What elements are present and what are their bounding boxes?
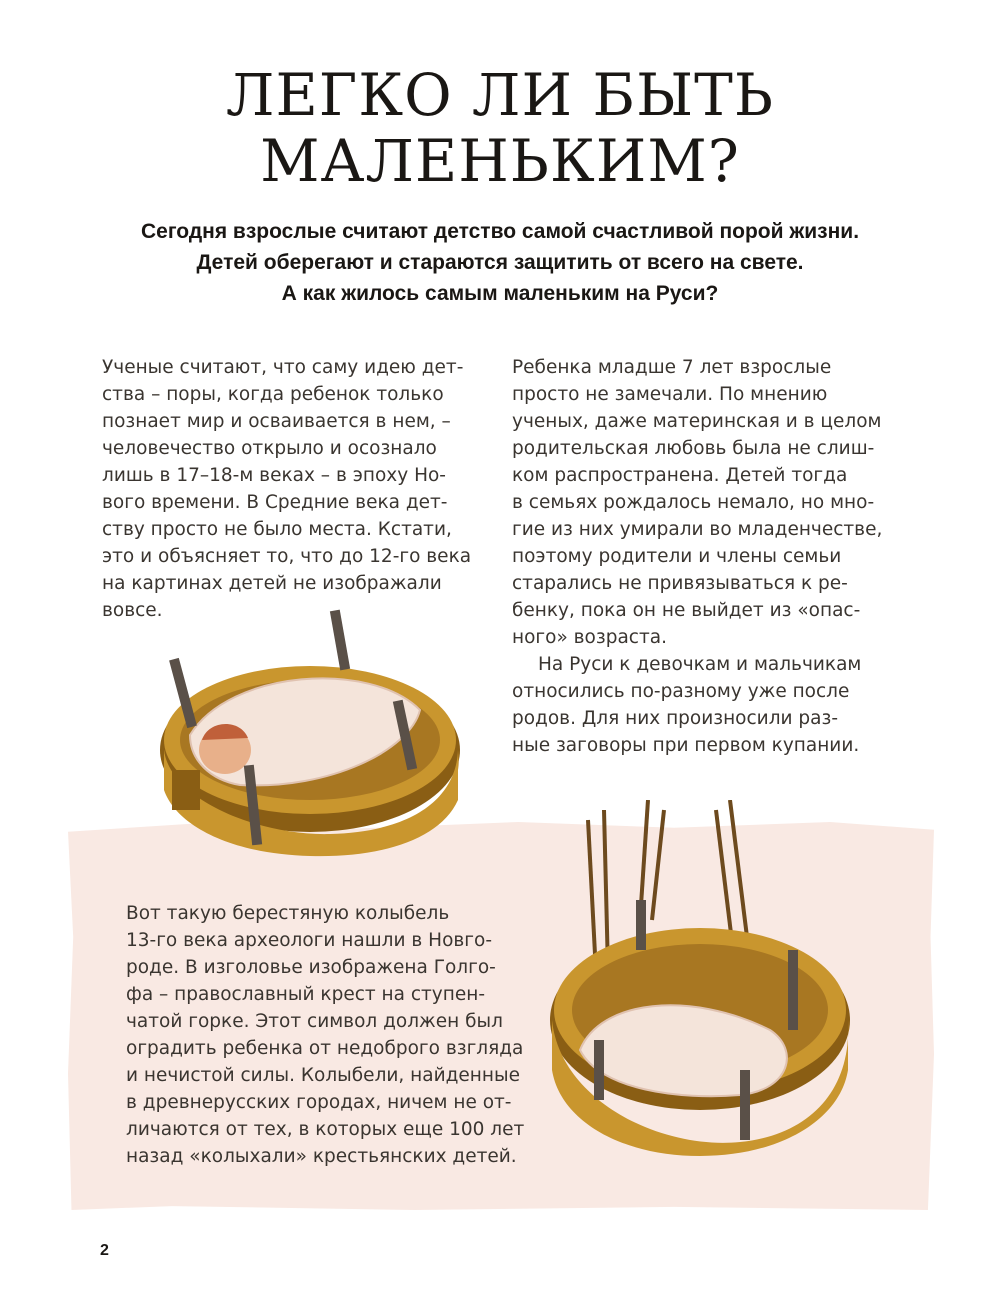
text-line: ученых, даже материнская и в целом [512, 411, 882, 432]
title-line-1: ЛЕГКО ЛИ БЫТЬ [226, 61, 774, 129]
text-line: вого времени. В Средние века дет- [102, 492, 448, 513]
text-line: лишь в 17–18-м веках – в эпоху Но- [102, 465, 446, 486]
text-line: ком распространена. Детей тогда [512, 465, 848, 486]
text-line: в древнерусских городах, ничем не от- [126, 1092, 512, 1113]
text-line: Ученые считают, что саму идею дет- [102, 357, 464, 378]
text-line: старались не привязываться к ре- [512, 573, 848, 594]
text-line: оградить ребенка от недоброго взгляда [126, 1038, 524, 1059]
text-line: вовсе. [102, 600, 163, 621]
lead-line: А как жилось самым маленьким на Руси? [281, 282, 719, 305]
text-line: бенку, пока он не выйдет из «опас- [512, 600, 861, 621]
cradle-rope-strap [740, 1070, 750, 1140]
hanging-rope [652, 810, 664, 920]
page-title [0, 62, 1000, 194]
cradle-rope-strap [594, 1040, 604, 1100]
text-line: в семьях рождалось немало, но мно- [512, 492, 875, 513]
cradle-rope-strap [636, 900, 646, 950]
text-line: ства – поры, когда ребенок только [102, 384, 444, 405]
text-line: фа – православный крест на ступен- [126, 984, 485, 1005]
right-column-text [512, 354, 912, 759]
text-line: познает мир и осваивается в нем, – [102, 411, 451, 432]
cradle-with-baby-illustration [150, 600, 470, 860]
golgotha-cross-carving [172, 770, 200, 810]
text-line: личаются от тех, в которых еще 100 лет [126, 1119, 525, 1140]
title-line-2: МАЛЕНЬКИМ? [260, 127, 740, 195]
text-line: ного» возраста. [512, 627, 667, 648]
text-line: и нечистой силы. Колыбели, найденные [126, 1065, 520, 1086]
text-line: 13-го века археологи нашли в Новго- [126, 930, 493, 951]
cradle-rope-strap [330, 610, 350, 671]
cradle-rope-strap [788, 950, 798, 1030]
text-line: человечество открыло и осознало [102, 438, 437, 459]
text-line: поэтому родители и члены семьи [512, 546, 842, 567]
text-line: относились по-разному уже после [512, 681, 850, 702]
text-line: гие из них умирали во младенчестве, [512, 519, 883, 540]
text-line: на картинах детей не изображали [102, 573, 442, 594]
cradle-caption [126, 900, 525, 1170]
lead-line: Сегодня взрослые считают детство самой счастливой порой жизни. [140, 220, 860, 243]
text-line: На Руси к девочкам и мальчикам [538, 654, 862, 675]
text-line: ные заговоры при первом купании. [512, 735, 860, 756]
text-line: родов. Для них произносили раз- [512, 708, 839, 729]
text-line: Вот такую берестяную колыбель [126, 903, 450, 924]
hanging-cradle-illustration [540, 800, 860, 1160]
lead-line: Детей оберегают и стараются защитить от всего на свете. [196, 251, 804, 274]
text-line: это и объясняет то, что до 12-го века [102, 546, 472, 567]
left-column-text [102, 354, 482, 624]
text-line: роде. В изголовье изображена Голго- [126, 957, 496, 978]
text-line: просто не замечали. По мнению [512, 384, 828, 405]
text-line: чатой горке. Этот символ должен был [126, 1011, 503, 1032]
page-number: 2 [100, 1242, 109, 1259]
text-line: ству просто не было места. Кстати, [102, 519, 452, 540]
lead-paragraph [60, 216, 940, 309]
text-line: назад «колыхали» крестьянских детей. [126, 1146, 517, 1167]
text-line: Ребенка младше 7 лет взрослые [512, 357, 832, 378]
text-line: родительская любовь была не слиш- [512, 438, 875, 459]
